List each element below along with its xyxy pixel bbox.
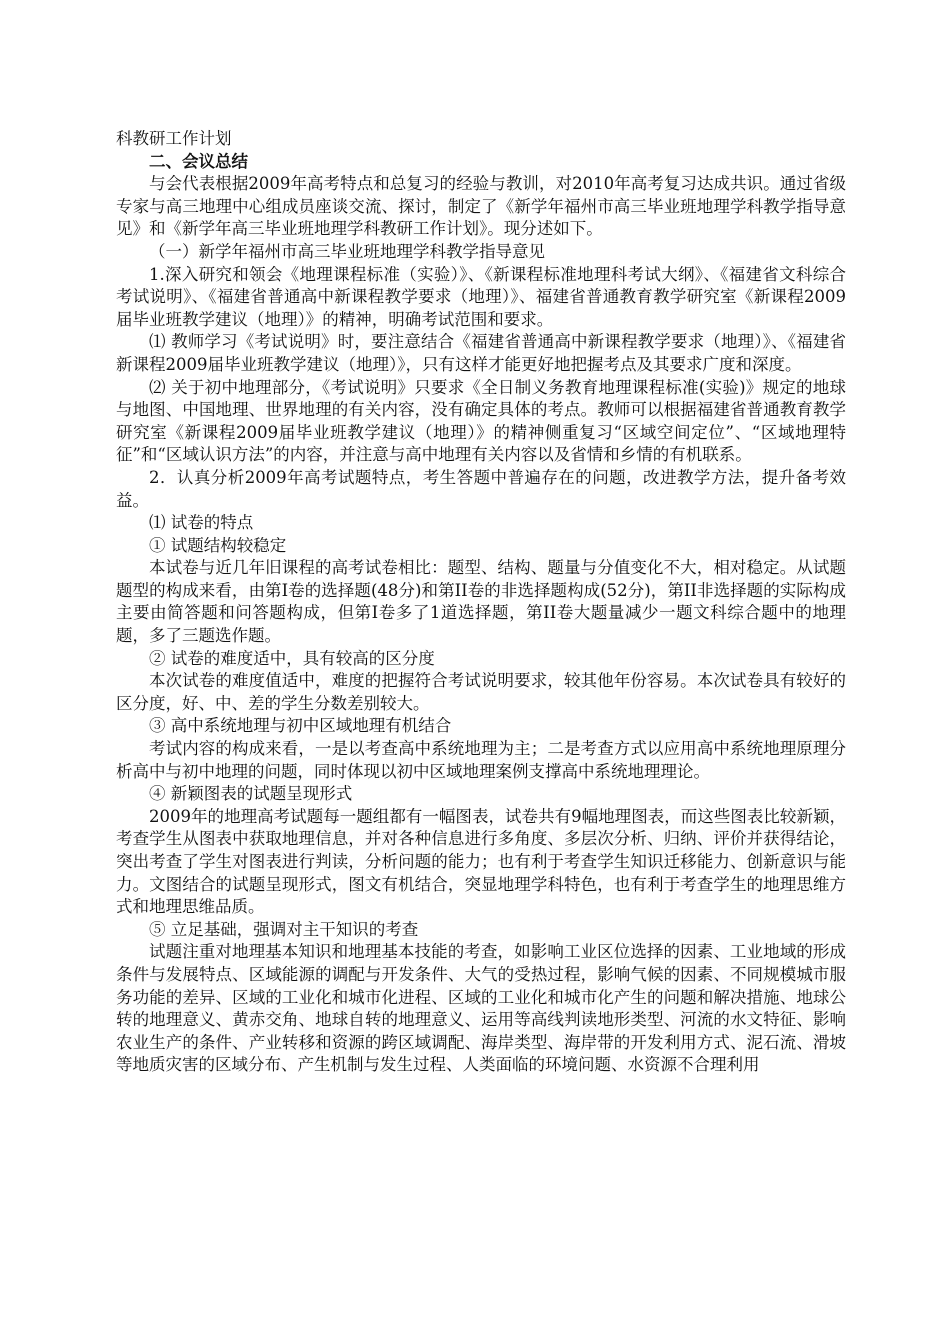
paragraph-point-1: 1.深入研究和领会《地理课程标准（实验）》、《新课程标准地理科考试大纲》、《福建省文科综合考试说明》、《福建省普通高中新课程教学要求（地理）》、福建省普通教育教学研究室《新课程2009届毕业班教学建议（地理）》的精神，明确考试范围和要求。 [116,264,846,329]
paragraph-intro: 与会代表根据2009年高考特点和总复习的经验与教训，对2010年高考复习达成共识。通过省级专家与高三地理中心组成员座谈交流、探讨，制定了《新学年福州市高三毕业班地理学科教学指导意见》和《新学年高三毕业班地理学科教研工作计划》。现分述如下。 [116,174,846,239]
section-heading: 二、会议总结 [149,151,248,171]
paragraph-point-1-a: ⑴ 教师学习《考试说明》时，要注意结合《福建省普通高中新课程教学要求（地理）》、《福建省新课程2009届毕业班教学建议（地理）》，只有这样才能更好地把握考点及其要求广度和深度。 [116,332,846,374]
item-heading-structure: ① 试题结构较稳定 [149,535,287,555]
paragraph-combination: 考试内容的构成来看，一是以考查高中系统地理为主；二是考查方式以应用高中系统地理原理分析高中与初中地理的问题，同时体现以初中区域地理案例支撑高中系统地理理论。 [116,739,846,781]
continued-title-line: 科教研工作计划 [116,129,232,148]
paragraph-point-1-b: ⑵ 关于初中地理部分，《考试说明》只要求《全日制义务教育地理课程标准(实验)》规定的地球与地图、中国地理、世界地理的有关内容，没有确定具体的考点。教师可以根据福建省普通教育教学研究室《新课程2009届毕业班教学建议（地理）》的精神侧重复习“区域空间定位”、“区域地理特征”和“区域认识方法”的内容，并注意与高中地理有关内容以及省情和乡情的有机联系。 [116,377,846,465]
paragraph-structure: 本试卷与近几年旧课程的高考试卷相比：题型、结构、题量与分值变化不大，相对稳定。从试题题型的构成来看，由第Ⅰ卷的选择题(48分)和第II卷的非选择题构成(52分)，第II非选择题的实际构成主要由简答题和问答题构成，但第Ⅰ卷多了1道选择题，第II卷大题量减少一题文科综合题中的地理题，多了三题选作题。 [116,558,846,646]
paragraph-point-2: 2．认真分析2009年高考试题特点，考生答题中普遍存在的问题，改进教学方法，提升备考效益。 [116,467,846,510]
paragraph-charts: 2009年的地理高考试题每一题组都有一幅图表，试卷共有9幅地理图表，而这些图表比较新颖，考查学生从图表中获取地理信息，并对各种信息进行多角度、多层次分析、归纳、评价并获得结论，突出考查了学生对图表进行判读，分析问题的能力；也有利于考查学生知识迁移能力、创新意识与能力。文图结合的试题呈现形式，图文有机结合，突显地理学科特色，也有利于考查学生的地理思维方式和地理思维品质。 [116,806,846,917]
item-heading-difficulty: ② 试卷的难度适中，具有较高的区分度 [149,648,435,668]
item-heading-combination: ③ 高中系统地理与初中区域地理有机结合 [149,716,452,736]
item-heading-charts: ④ 新颖图表的试题呈现形式 [149,784,353,804]
item-heading-basics: ⑤ 立足基础，强调对主干知识的考查 [149,919,419,939]
paragraph-basics: 试题注重对地理基本知识和地理基本技能的考查，如影响工业区位选择的因素、工业地域的形成条件与发展特点、区域能源的调配与开发条件、大气的受热过程，影响气候的因素、不同规模城市服务功能的差异、区域的工业化和城市化进程、区域的工业化和城市化产生的问题和解决措施、地球公转的地理意义、黄赤交角、地球自转的地理意义、运用等高线判读地形类型、河流的水文特征、影响农业生产的条件、产业转移和资源的跨区域调配、海岸类型、海岸带的开发利用方式、泥石流、滑坡等地质灾害的区域分布、产生机制与发生过程、人类面临的环境问题、水资源不合理利用 [116,942,846,1075]
document-page [116,128,846,1077]
subsection-heading: （一）新学年福州市高三毕业班地理学科教学指导意见 [149,241,545,261]
item-heading-exam-features: ⑴ 试卷的特点 [149,513,254,533]
paragraph-difficulty: 本次试卷的难度值适中，难度的把握符合考试说明要求，较其他年份容易。本次试卷具有较好的区分度，好、中、差的学生分数差别较大。 [116,671,846,713]
